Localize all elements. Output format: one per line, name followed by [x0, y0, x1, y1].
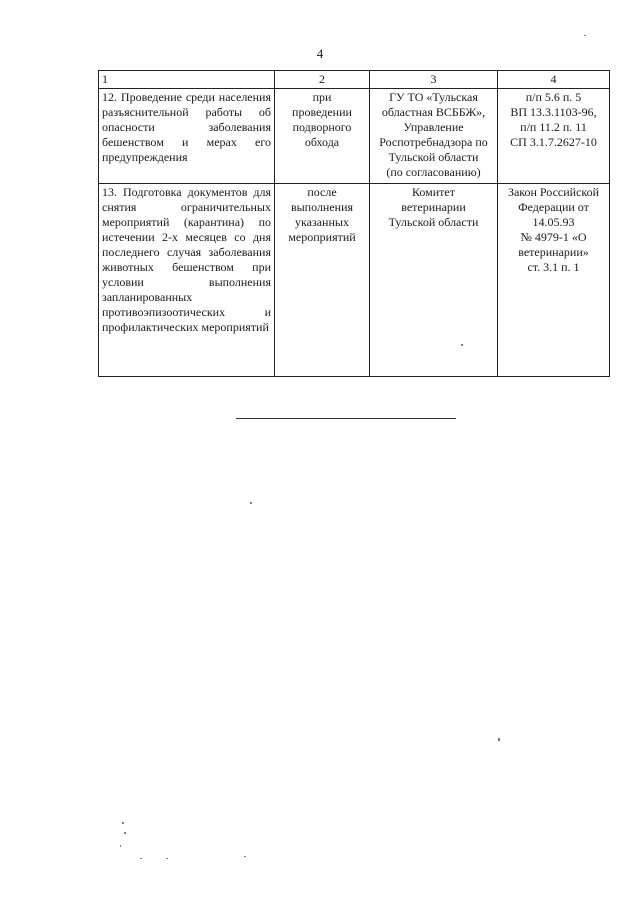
scan-speck — [461, 344, 463, 346]
scan-speck — [498, 738, 500, 741]
timing-text: после выполнения указанных мероприятий — [288, 185, 356, 244]
scan-speck — [244, 856, 246, 857]
table-header-row — [99, 71, 610, 89]
end-of-document-rule — [236, 418, 456, 419]
responsible-text: ГУ ТО «Тульская областная ВСББЖ», Управление Роспотребнадзора по Тульской области (по согласованию) — [379, 90, 488, 179]
header-col-3: 3 — [370, 71, 498, 89]
header-col-2: 2 — [275, 71, 370, 89]
scan-speck — [120, 845, 121, 847]
measure-timing — [275, 89, 370, 184]
table-row — [99, 184, 610, 377]
scan-speck — [122, 822, 124, 824]
scan-speck — [166, 858, 168, 859]
basis-text: п/п 5.6 п. 5 ВП 13.3.1103-96, п/п 11.2 п. 11 СП 3.1.7.2627-10 — [510, 90, 597, 149]
basis-text: Закон Российской Федерации от 14.05.93 № 4979-1 «О ветеринарии» ст. 3.1 п. 1 — [507, 185, 600, 274]
table-row — [99, 89, 610, 184]
responsible-text: Комитет ветеринарии Тульской области — [388, 185, 479, 229]
scan-speck — [124, 832, 126, 834]
measure-basis — [498, 184, 610, 377]
measure-responsible — [370, 184, 498, 377]
measures-table — [98, 70, 610, 377]
scan-speck — [250, 502, 252, 504]
header-col-4: 4 — [498, 71, 610, 89]
scan-speck — [140, 858, 142, 859]
page-number: 4 — [316, 46, 324, 61]
measure-timing — [275, 184, 370, 377]
measure-basis — [498, 89, 610, 184]
measure-description — [99, 89, 275, 184]
measure-responsible — [370, 89, 498, 184]
scan-speck — [584, 35, 586, 36]
timing-text: при проведении подворного обхода — [292, 90, 352, 149]
header-col-1: 1 — [99, 71, 275, 89]
measure-text: 13. Подготовка документов для снятия ограничительных мероприятий (карантина) по истечении 2-х месяцев со дня последнего случая заболевания животных бешенством при условии выполнения запланированных противоэпизоотических и профилактических мероприятий — [102, 185, 271, 334]
measure-description — [99, 184, 275, 377]
measure-text: 12. Проведение среди населения разъяснительной работы об опасности заболевания бешенством и мерах его предупреждения — [102, 90, 271, 164]
